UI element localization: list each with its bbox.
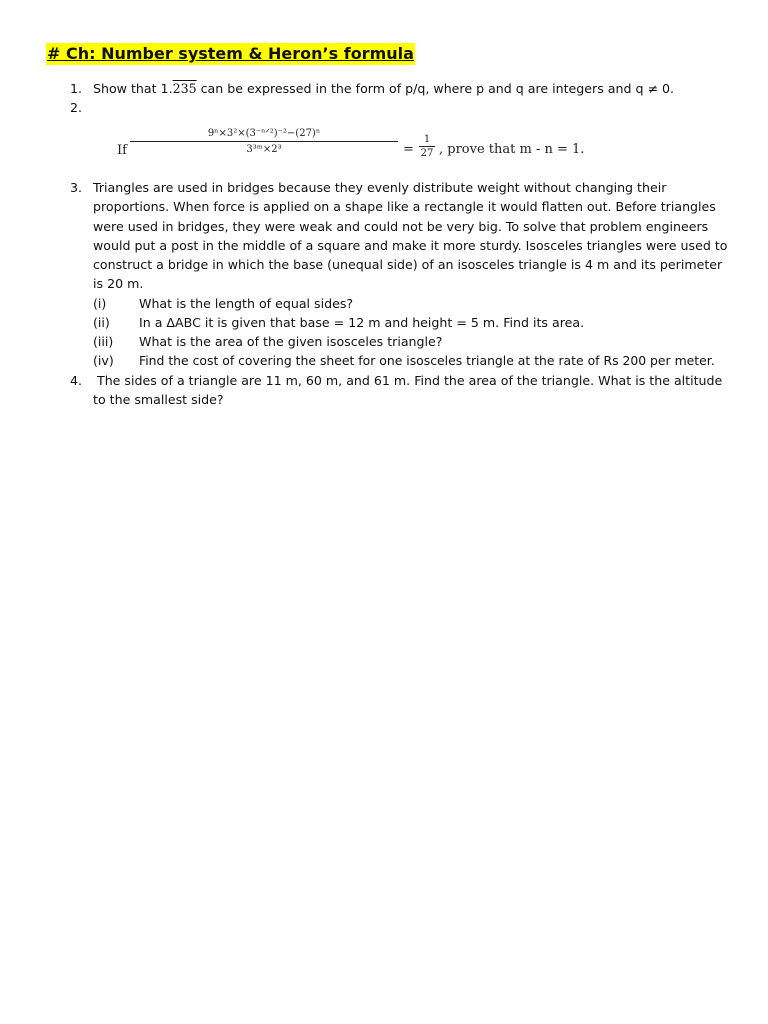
sub-question-text: Find the cost of covering the sheet for one isosceles triangle at the rate of Rs 200 per meter. (139, 353, 715, 368)
question-text (93, 371, 725, 410)
text-line: The sides of a triangle are 11 m, 60 m, and 61 m. Find the area of the triangle. What is the altitude (93, 373, 723, 388)
formula-denominator: 3³ᵐ×2³ (246, 144, 282, 155)
text-line: would put a post in the middle of a square and make it more sturdy. Isosceles triangles were used to (93, 237, 728, 253)
sub-question-number: (iii) (93, 334, 114, 349)
sub-question-text: What is the area of the given isosceles triangle? (139, 334, 443, 349)
formula-numerator: 9ⁿ×3²×(3⁻ⁿᐟ²)⁻²−(27)ⁿ (207, 128, 321, 139)
fraction-bar (419, 146, 435, 147)
question-text (93, 79, 725, 98)
sub-question-number: (iv) (93, 353, 114, 368)
fraction-bar (130, 141, 398, 142)
question-text-prefix: Show that 1. (93, 81, 173, 96)
rhs-fraction (419, 134, 435, 159)
rhs-numerator: 1 (423, 134, 431, 145)
page-title: # Ch: Number system & Heron’s formula (47, 44, 414, 63)
question-text (93, 178, 728, 294)
question-number: 3. (70, 180, 83, 195)
formula-equation (117, 128, 585, 170)
repeating-digits: 235 (172, 81, 197, 96)
text-line: proportions. When force is applied on a shape like a rectangle it would flatten out. Before triangles (93, 199, 716, 215)
sub-question-text: What is the length of equal sides? (139, 296, 354, 311)
question-text-suffix: can be expressed in the form of p/q, where p and q are integers and q ≠ 0. (196, 81, 675, 96)
question-number: 4. (70, 373, 83, 388)
text-line: construct a bridge in which the base (unequal side) of an isosceles triangle is 4 m and its perimeter (93, 257, 723, 273)
formula-fraction (130, 128, 398, 155)
sub-question-text: In a ΔABC it is given that base = 12 m and height = 5 m. Find its area. (139, 315, 585, 330)
formula-if: If (117, 143, 127, 158)
formula-equals: = (403, 142, 414, 157)
formula-statement: , prove that m - n = 1. (439, 142, 585, 157)
question-number: 2. (70, 100, 83, 115)
text-line: were used in bridges, they were weak and could not be very big. To solve that problem engineers (93, 218, 709, 234)
sub-question-number: (ii) (93, 315, 110, 330)
question-number: 1. (70, 81, 83, 96)
sub-question-number: (i) (93, 296, 107, 311)
text-line: to the smallest side? (93, 392, 224, 408)
rhs-denominator: 27 (420, 148, 434, 159)
text-line: Triangles are used in bridges because they evenly distribute weight without changing their (93, 180, 667, 195)
text-line: is 20 m. (93, 276, 144, 292)
